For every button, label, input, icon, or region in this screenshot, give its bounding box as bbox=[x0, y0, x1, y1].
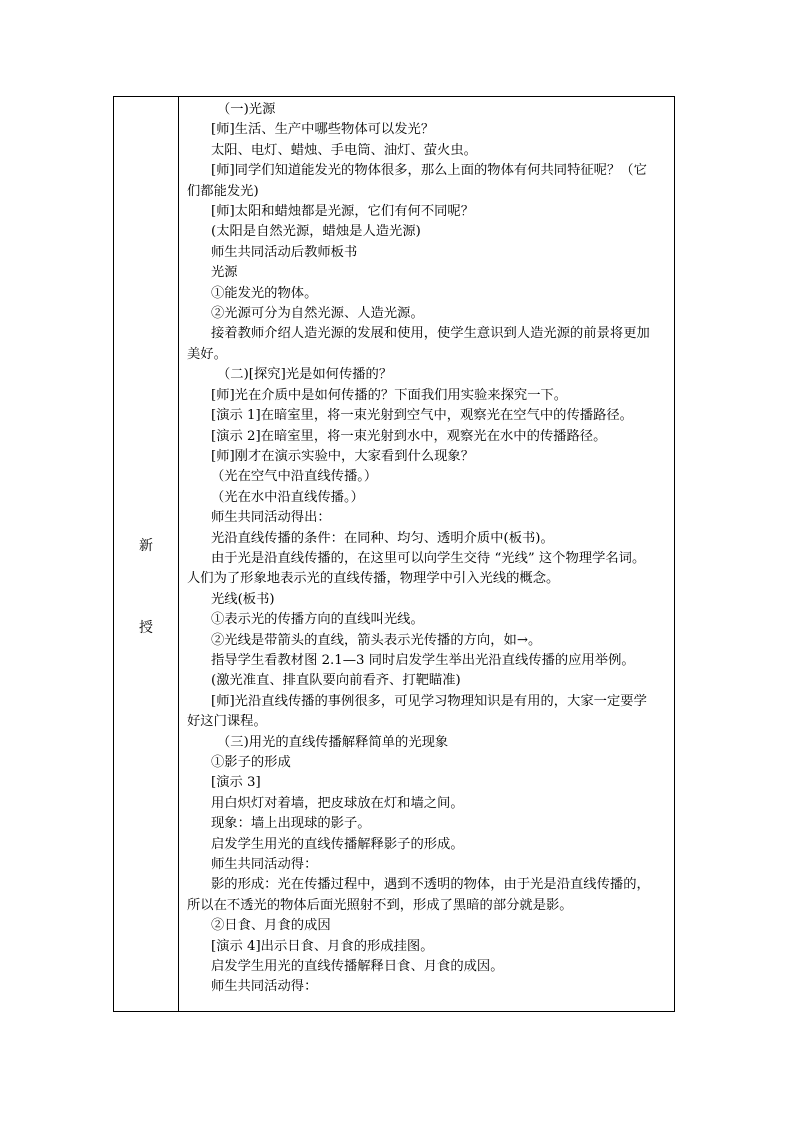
text-line: （一)光源 bbox=[217, 102, 276, 117]
text-line: [演示 1]在暗室里，将一束光射到空气中，观察光在空气中的传播路径。 bbox=[211, 408, 633, 424]
text-line: 人们为了形象地表示光的直线传播，物理学中引入光线的概念。 bbox=[187, 571, 560, 587]
text-line: [师]光在介质中是如何传播的？下面我们用实验来探究一下。 bbox=[211, 387, 568, 403]
text-line: 光源 bbox=[211, 265, 238, 281]
text-line: [师]同学们知道能发光的物体很多，那么上面的物体有何共同特征呢？（它 bbox=[211, 163, 647, 179]
text-line: 光线(板书) bbox=[211, 591, 275, 607]
text-line: [师]光沿直线传播的事例很多，可见学习物理知识是有用的，大家一定要学 bbox=[211, 693, 647, 709]
text-line: [师]刚才在演示实验中，大家看到什么现象？ bbox=[211, 448, 475, 464]
text-line: [演示 3] bbox=[211, 775, 261, 791]
text-line: ②光线是带箭头的直线，箭头表示光传播的方向，如→。 bbox=[211, 632, 542, 648]
text-line: 光沿直线传播的条件：在同种、均匀、透明介质中(板书)。 bbox=[211, 530, 554, 546]
section-label-char: 授 bbox=[139, 620, 153, 636]
text-line: ①影子的形成 bbox=[211, 755, 291, 770]
text-line: （二)[探究]光是如何传播的？ bbox=[217, 367, 393, 383]
text-line: 现象：墙上出现球的影子。 bbox=[211, 816, 371, 832]
text-line: 由于光是沿直线传播的，在这里可以向学生交待 “光线” 这个物理学名词。 bbox=[211, 550, 646, 566]
text-line: [演示 4]出示日食、月食的形成挂图。 bbox=[211, 938, 434, 954]
text-line: 师生共同活动得： bbox=[211, 857, 318, 873]
text-line: (太阳是自然光源，蜡烛是人造光源) bbox=[211, 224, 421, 240]
text-line: [师]生活、生产中哪些物体可以发光？ bbox=[211, 122, 435, 138]
text-line: 指导学生看教材图 2.1—3 同时启发学生举出光沿直线传播的应用举例。 bbox=[211, 652, 635, 668]
text-line: 美好。 bbox=[187, 346, 227, 362]
text-line: ①表示光的传播方向的直线叫光线。 bbox=[211, 612, 424, 628]
text-line: 启发学生用光的直线传播解释日食、月食的成因。 bbox=[211, 959, 504, 975]
text-line: 师生共同活动得出： bbox=[211, 510, 331, 526]
text-line: 影的形成：光在传播过程中，遇到不透明的物体，由于光是沿直线传播的， bbox=[211, 877, 650, 893]
section-label-cell bbox=[114, 97, 179, 1011]
text-line: 接着教师介绍人造光源的发展和使用，使学生意识到人造光源的前景将更加 bbox=[211, 326, 650, 342]
text-line: 好这门课程。 bbox=[187, 714, 267, 730]
lesson-table bbox=[113, 96, 675, 1012]
lesson-content bbox=[179, 100, 674, 998]
text-line: 太阳、电灯、蜡烛、手电筒、油灯、萤火虫。 bbox=[211, 142, 477, 158]
text-line: [师]太阳和蜡烛都是光源，它们有何不同呢？ bbox=[211, 204, 475, 220]
text-line: （光在水中沿直线传播。） bbox=[211, 489, 364, 505]
text-line: (激光准直、排直队要向前看齐、打靶瞄准) bbox=[211, 673, 461, 689]
text-line: [演示 2]在暗室里，将一束光射到水中，观察光在水中的传播路径。 bbox=[211, 428, 607, 444]
text-line: 师生共同活动后教师板书 bbox=[211, 244, 358, 260]
text-line: 所以在不透光的物体后面光照射不到，形成了黑暗的部分就是影。 bbox=[187, 897, 573, 913]
text-line: 用白炽灯对着墙，把皮球放在灯和墙之间。 bbox=[211, 795, 464, 811]
text-line: （三)用光的直线传播解释简单的光现象 bbox=[217, 734, 449, 750]
text-line: ②光源可分为自然光源、人造光源。 bbox=[211, 306, 424, 322]
text-line: ②日食、月食的成因 bbox=[211, 918, 331, 934]
text-line: ①能发光的物体。 bbox=[211, 285, 318, 301]
text-line: 师生共同活动得： bbox=[211, 979, 318, 995]
section-label-char: 新 bbox=[139, 538, 153, 554]
text-line: 们都能发光) bbox=[187, 183, 259, 199]
text-line: 启发学生用光的直线传播解释影子的形成。 bbox=[211, 836, 464, 852]
text-line: （光在空气中沿直线传播。） bbox=[211, 469, 378, 485]
